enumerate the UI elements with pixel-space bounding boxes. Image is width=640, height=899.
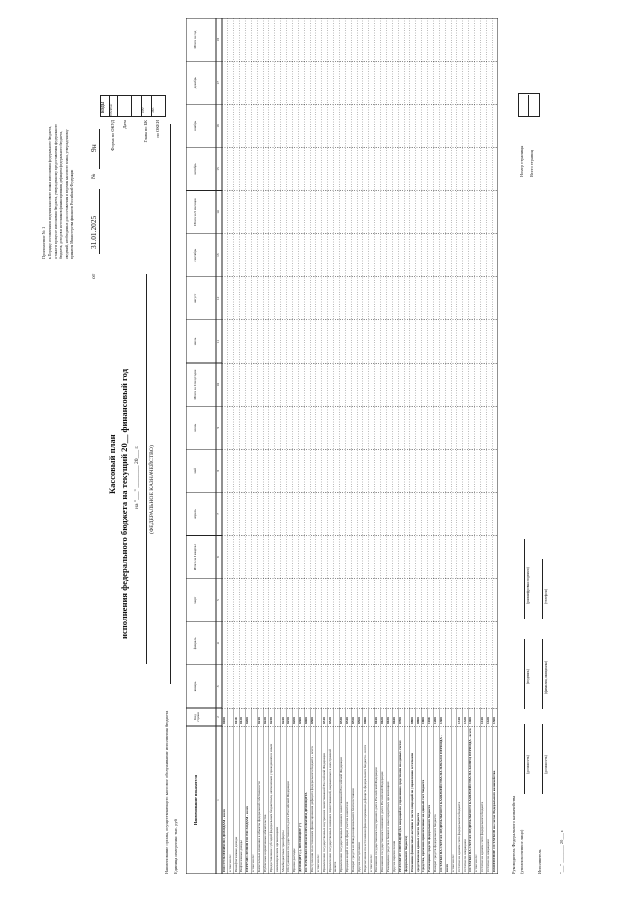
row-label: РЕЗУЛЬТАТ ОПЕРАЦИЙ (без операций по управлению средствами на единых счетах: [397, 740, 402, 872]
column-header: Код строки: [193, 712, 201, 722]
head-signature-caption: (подпись): [526, 669, 530, 684]
row-code: 1310: [456, 717, 461, 724]
row-label: ИСТОЧНИКИ ФИНАНСИРОВАНИЯ ДЕФИЦИТА: [304, 792, 308, 872]
row-label: ИЗМЕНЕНИЕ ОСТАТКОВ на счетах Федерального казначейства: [491, 770, 496, 872]
column-header: сентябрь: [193, 248, 197, 262]
head-decode-caption: (расшифровка подписи): [526, 567, 530, 604]
row-code: 0230: [268, 717, 273, 724]
column-number: 11: [216, 339, 221, 344]
executor-position-line: [542, 724, 543, 794]
row-label: Возврат средств федерального бюджета: [433, 814, 438, 872]
row-label: Другие перечисления: [392, 840, 397, 872]
row-label: Остатки по операциям: [462, 839, 467, 872]
row-code: 0640: [392, 717, 397, 724]
row-code: 1200: [433, 717, 438, 724]
head-signature-line: [524, 639, 525, 709]
treasury-underline: [146, 274, 147, 664]
executor-fio-caption: (фамилия, инициалы): [544, 660, 548, 694]
column-number: 9: [216, 426, 221, 429]
row-code: 0220: [262, 717, 267, 724]
document-title: Кассовый план: [107, 434, 117, 494]
unit-label: Единица измерения: тыс. руб: [173, 819, 178, 874]
row-label: Другие поступления: [356, 842, 361, 872]
row-code: 0800: [409, 717, 414, 724]
date-prefix: от: [91, 273, 97, 279]
column-number: 15: [216, 167, 221, 171]
column-header: февраль: [193, 637, 197, 650]
row-label: Погашение государственного внутреннего долга Российской Федерации: [374, 767, 379, 872]
column-header: Итого за I квартал: [193, 543, 197, 571]
row-label: Ненефтегазовые доходы: [233, 836, 238, 872]
row-label: Продажа акций и иных форм участия в капитале: [345, 801, 350, 872]
glava-label: Глава по БК: [143, 120, 148, 143]
column-header: апрель: [193, 509, 197, 519]
head-position-line: [524, 724, 525, 794]
head-sub-label: (уполномоченное лицо): [519, 829, 524, 874]
okei-code: 383: [151, 107, 155, 113]
head-label: Руководитель Федерального казначейства: [511, 795, 516, 874]
row-code: 0500: [309, 717, 314, 724]
row-code: 0630: [386, 717, 391, 724]
cash-plan-table: [186, 18, 498, 874]
row-label: в том числе:: [450, 854, 455, 872]
row-label: Остатки на едином счете федерального бюджета: [456, 801, 461, 872]
row-label: Привлечение государственных внешних заимствований Российской Федерации: [339, 757, 344, 872]
column-header: июль: [193, 337, 197, 346]
executor-phone-line: [542, 559, 543, 619]
okud-label: Форма по ОКУД: [110, 120, 115, 151]
executor-position-caption: (должность): [544, 755, 548, 774]
column-number: 2: [216, 716, 221, 718]
appendix-title: Приложение № 1: [41, 226, 46, 259]
treasury-label: (ФЕДЕРАЛЬНОЕ КАЗНАЧЕЙСТВО): [149, 445, 155, 534]
column-header: июнь: [193, 423, 197, 432]
row-label: в том числе:: [251, 854, 256, 872]
row-label: Поступления по источникам финансирования дефицита федерального бюджета - всего: [309, 746, 314, 872]
date-label: Дата: [122, 120, 127, 129]
column-header: Итого за I полугодие: [193, 369, 197, 400]
okud-code: 0501047: [109, 103, 113, 116]
row-label: в том числе:: [315, 854, 320, 872]
row-label: ПОСТУПЛЕНИЯ ПО ДОХОДАМ - всего: [221, 809, 226, 872]
column-number: 8: [216, 469, 221, 472]
row-label: средствами на единых счетах бюджета: [415, 812, 420, 872]
approval-date: 31.01.2025: [89, 215, 98, 249]
row-label: в том числе:: [368, 854, 373, 872]
row-label: Погашение государственного внешнего долга Российской Федерации: [380, 771, 385, 872]
approval-number: 9н: [89, 144, 98, 152]
column-header: май: [193, 468, 197, 474]
column-header: август: [193, 293, 197, 303]
row-label: Межбюджетные трансферты: [280, 830, 285, 872]
row-code: 0560: [356, 717, 361, 724]
column-number: 1: [216, 799, 221, 801]
row-label: Остатки по операциям: [486, 839, 491, 872]
row-code: 0200: [245, 717, 250, 724]
row-code: 0120: [239, 717, 244, 724]
row-label: Размещение средств федерального бюджета: [427, 804, 432, 872]
row-code: 0100: [221, 717, 226, 724]
row-label: в том числе:: [474, 854, 479, 872]
row-label: Публичные нормативные обязательства: [262, 814, 267, 872]
column-number: 12: [216, 296, 221, 301]
row-code: 0110: [233, 717, 238, 724]
row-code: 1300: [439, 717, 444, 724]
row-label: Изменение финансовых активов в части операций по управлению остатками: [409, 753, 414, 872]
page-number-label: Номер страницы: [519, 145, 524, 177]
row-code: 0210: [257, 717, 262, 724]
column-number: 7: [216, 513, 221, 515]
appendix-line: к Порядку составления и ведения кассового плана исполнения федерального бюджета,: [48, 126, 52, 259]
row-label: Возврат средств из Фонда национального благосостояния: [350, 788, 355, 872]
row-label: Предоставление субсидий федеральным бюджетным, автономным учреждениям и иным: [268, 743, 273, 872]
row-code: 0550: [350, 717, 355, 724]
row-label: ОСТАТКИ НА СЧЕТАХ ФЕДЕРАЛЬНОГО КАЗНАЧЕЙСТВА НА НАЧАЛО ПЕРИОДА -: [439, 735, 444, 872]
appendix-line: а также в процессе исполнения бюджета, утвержденному предоставления федерального: [53, 123, 58, 259]
okei-label: по ОКЕИ: [155, 120, 160, 138]
row-label: Привлечение государственных внешних заимствований, выраженных в иностранной: [327, 749, 332, 872]
row-label: Привлечение государственных внутренних заимствований Российской Федерации: [321, 752, 326, 872]
row-code: 1500: [491, 717, 496, 724]
column-number: 5: [216, 599, 221, 602]
on-date-label: на "___" ________ 20___ г.: [134, 445, 140, 509]
column-number: 13: [216, 253, 221, 257]
row-label: ОСТАТКИ НА СЧЕТАХ ФЕДЕРАЛЬНОГО КАЗНАЧЕЙСТВА НА КОНЕЦ ПЕРИОДА - всего: [468, 728, 473, 872]
column-number: 6: [216, 556, 221, 558]
column-header: Итого за 9 месяцев: [193, 198, 197, 226]
total-pages-label: Всего страниц: [529, 150, 534, 177]
row-code: 0540: [345, 717, 350, 724]
row-code: 1000: [421, 717, 426, 724]
column-header: ноябрь: [193, 120, 197, 131]
head-decode-line: [524, 539, 525, 619]
row-code: 0250: [286, 717, 291, 724]
row-label: в том числе:: [227, 854, 232, 872]
glava-code: 100: [141, 107, 145, 113]
appendix-line: приказом Министерства финансов Российской Федерации: [70, 169, 74, 259]
row-label: Нефтегазовые доходы: [239, 840, 244, 872]
column-header: январь: [193, 681, 197, 692]
row-label: Капитальные вложения в объекты федеральной собственности: [257, 781, 262, 872]
row-code: 1400: [468, 717, 473, 724]
row-label: Остатки на едином счете федерального бюджета: [480, 801, 485, 872]
column-number: 14: [216, 210, 221, 214]
appendix-line: сведений, необходимых для составления и ведения кассового плана, утвержденному: [64, 129, 69, 259]
executor-phone-caption: (телефон): [544, 588, 548, 604]
row-label: Средства, временно привлеченные на единый счет бюджета: [421, 779, 426, 872]
org-underline: [170, 124, 171, 684]
appendix-line: бюджета, доходов и источников финансирования дефицита федерального бюджета,: [59, 131, 63, 259]
row-code: 0510: [321, 717, 326, 724]
number-underline: [99, 129, 100, 169]
row-label: всего: [444, 863, 449, 872]
codes-header: КОДЫ: [101, 101, 105, 113]
row-code: 1320: [462, 717, 467, 724]
page-number-box: [518, 93, 540, 117]
row-code: 0520: [327, 717, 332, 724]
column-header: октябрь: [193, 163, 197, 175]
column-header: Наименование показателя: [193, 774, 198, 826]
column-header: декабрь: [193, 77, 197, 89]
document-subtitle: исполнения федерального бюджета на текущий 20__ финансовый год: [119, 368, 129, 639]
column-number: 4: [216, 642, 221, 645]
executor-label: Исполнитель: [537, 849, 542, 874]
org-label: Наименование органа, осуществляющего кассовое обслуживание исполнения бюджета: [164, 710, 169, 874]
row-label: федерального бюджета): [403, 835, 408, 872]
row-label: ДЕФИЦИТ (-), ПРОФИЦИТ (+): [298, 822, 303, 872]
table-grid: [186, 18, 498, 874]
number-prefix: №: [91, 173, 97, 179]
row-label: Размещение средств в банках и иных кредитных организациях: [386, 781, 391, 872]
row-label: ПЕРЕЧИСЛЕНИЯ ПО РАСХОДАМ - всего: [245, 805, 250, 872]
row-code: 0600: [362, 717, 367, 724]
row-code: 1100: [427, 717, 432, 724]
column-number: 18: [216, 37, 221, 42]
row-label: валюте: [333, 861, 338, 872]
row-code: 1420: [486, 717, 491, 724]
row-code: 0260: [292, 717, 297, 724]
column-number: 10: [216, 382, 221, 387]
column-header: Итого за год: [193, 30, 197, 49]
row-code: 0240: [280, 717, 285, 724]
row-code: 0300: [298, 717, 303, 724]
executor-fio-line: [542, 639, 543, 709]
signature-date: "___" ________ 20___ г.: [559, 829, 564, 874]
row-label: Перечисления по источникам финансирования дефицита федерального бюджета - всего: [362, 744, 367, 872]
row-code: 0530: [339, 717, 344, 724]
row-code: 0700: [397, 717, 402, 724]
row-label: Прочие расходы: [292, 848, 297, 872]
row-code: 0610: [374, 717, 379, 724]
column-number: 3: [216, 685, 221, 688]
date-underline: [99, 189, 100, 254]
column-header: март: [193, 596, 197, 604]
row-code: 0400: [304, 717, 308, 724]
column-number: 17: [216, 81, 221, 85]
row-code: 1410: [480, 717, 485, 724]
row-code: 0900: [415, 717, 420, 724]
row-label: Обслуживание государственного долга Российской Федерации: [286, 781, 291, 872]
row-code: 0620: [380, 717, 385, 724]
head-position-caption: (должность): [526, 755, 530, 774]
row-label: некоммерческим организациям: [274, 826, 279, 872]
column-number: 16: [216, 124, 221, 128]
page-number-divider: [528, 95, 529, 117]
